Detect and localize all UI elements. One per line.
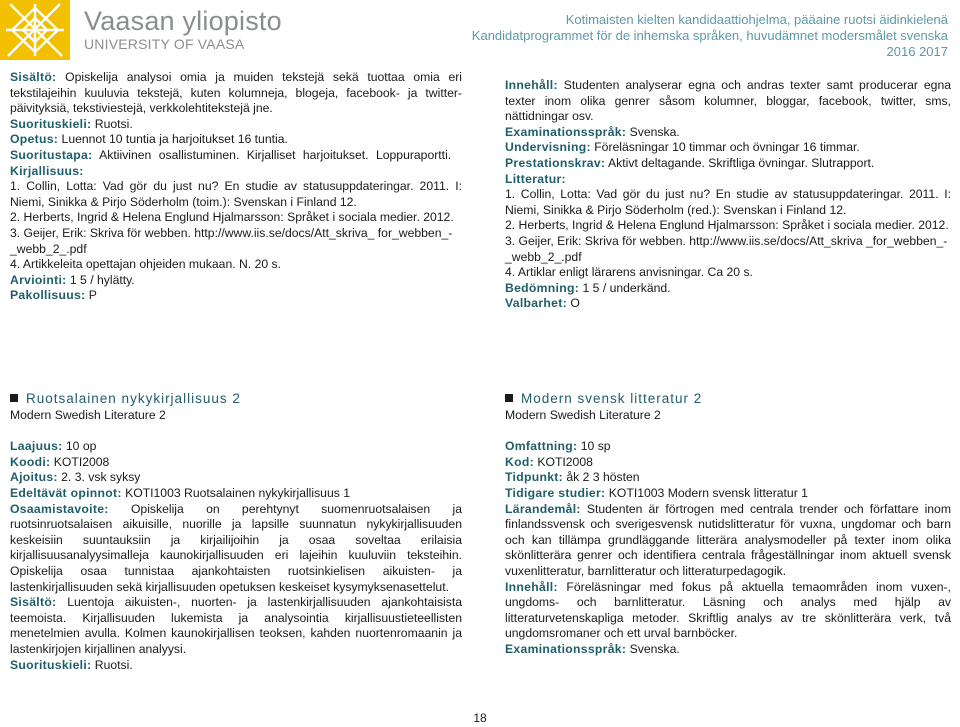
examinationssprak-label: Examinationsspråk: <box>505 641 627 656</box>
pakollisuus-text: P <box>88 288 97 303</box>
opetus-text: Luennot 10 tuntia ja harjoitukset 16 tuntia. <box>61 132 288 147</box>
kirjallisuus-label: Kirjallisuus: <box>10 163 84 178</box>
examinationssprak-text: Svenska. <box>629 641 680 656</box>
osaamistavoite-label: Osaamistavoite: <box>10 501 109 516</box>
edeltavat-line <box>10 486 462 502</box>
tidigare-text: KOTI1003 Modern svensk litteratur 1 <box>608 485 808 500</box>
omfattning-label: Omfattning: <box>505 439 578 454</box>
sisalto-paragraph <box>10 595 462 657</box>
arviointi-label: Arviointi: <box>10 272 67 287</box>
bedomning-text: 1 5 / underkänd. <box>582 280 671 295</box>
pakollisuus-label: Pakollisuus: <box>10 288 86 303</box>
larandemal-paragraph <box>505 502 951 580</box>
pakollisuus-line <box>10 288 462 304</box>
opetus-line <box>10 132 462 148</box>
edeltavat-text: KOTI1003 Ruotsalainen nykykirjallisuus 1 <box>125 485 350 500</box>
undervisning-label: Undervisning: <box>505 140 591 155</box>
prestationskrav-line <box>505 156 951 172</box>
bullet-square-icon <box>505 394 513 402</box>
prestationskrav-label: Prestationskrav: <box>505 155 606 170</box>
course-subtitle: Modern Swedish Literature 2 <box>505 408 661 422</box>
edeltavat-label: Edeltävät opinnot: <box>10 485 122 500</box>
academic-years: 2016 2017 <box>886 44 948 59</box>
valbarhet-text: O <box>570 296 580 311</box>
innehall-text: Studenten analyserar egna och andras texter samt producerar egna texter inom olika genrer såsom kolumner, bloggar, facebook, twitter, sms, nättidningar osv. <box>505 78 952 124</box>
innehall-paragraph <box>505 580 951 642</box>
examinationssprak-text: Svenska. <box>629 124 680 139</box>
larandemal-text: Studenten är förtrogen med centrala trender och författare inom finlandssvensk och sverigesvensk nutidslitteratur för vuxna, ungdomar och barn och kan tillämpa grundläggande litterära analysmodeller på texter inom olika skönlitterära genrer och identifiera centrala frågeställningar inom aktuell svensk vuxenlitteratur, barnlitteratur och litteraturpedagogik. <box>505 501 951 578</box>
suoritustapa-text: Aktiivinen osallistuminen. Kirjalliset harjoitukset. Loppuraportti. <box>99 147 452 162</box>
literature-item: 2. Herberts, Ingrid & Helena Englund Hjalmarsson: Språket i sociala medier. 2012. <box>505 218 949 233</box>
literature-item: 4. Artiklar enligt lärarens anvisningar. Ca 20 s. <box>505 265 753 280</box>
arviointi-line <box>10 273 462 289</box>
valbarhet-line <box>505 296 951 312</box>
program-header <box>472 12 948 60</box>
suorituskieli-text: Ruotsi. <box>94 116 133 131</box>
osaamistavoite-text: Opiskelija on perehtynyt suomenruotsalaisen ja ruotsinruotsalaisen aikuisille, nuorille ja lapsille suunnatun nykykirjallisuuden keskeisiin suuntauksiin ja kirjailijoihin ja osaa soveltaa erilaisia kirjallisuusanalyysimalleja kaunokirjallisuuden eri lajeihin kuuluviin teksteihin. Opiskelija osaa tunnistaa ajankohtaisten ruotsinkielisen aikuisten- ja lastenkirjallisuuden sekä kirjallisuuden opetuksen keskeiset kysymyksenasettelut. <box>10 501 462 594</box>
kod-label: Kod: <box>505 454 534 469</box>
innehall-paragraph <box>505 78 951 125</box>
literature-item: 4. Artikkeleita opettajan ohjeiden mukaan. N. 20 s. <box>10 257 281 272</box>
opetus-label: Opetus: <box>10 132 59 147</box>
omfattning-line <box>505 439 951 455</box>
examinationssprak-line <box>505 642 951 658</box>
sisalto-paragraph <box>10 70 462 117</box>
ajoitus-text: 2. 3. vsk syksy <box>61 470 141 485</box>
ajoitus-line <box>10 470 462 486</box>
sisalto-label: Sisältö: <box>10 70 57 84</box>
course-subtitle: Modern Swedish Literature 2 <box>10 408 166 422</box>
undervisning-text: Föreläsningar 10 timmar och övningar 16 timmar. <box>594 140 860 155</box>
laajuus-line <box>10 439 462 455</box>
course-modern-svensk-litteratur-2 <box>505 390 951 658</box>
bedomning-line <box>505 281 951 297</box>
course-description-fi-top <box>10 70 462 304</box>
literature-item: 1. Collin, Lotta: Vad gör du just nu? En studie av statusuppdateringar. 2011. I: Niemi, Sinikka & Pirjo Söderholm (toim.): Svenskan i Finland 12. <box>10 179 462 209</box>
course-description-sv-top <box>505 78 951 312</box>
sisalto-label: Sisältö: <box>10 595 57 610</box>
literature-item: 3. Geijer, Erik: Skriva för webben. http://www.iis.se/docs/Att_skriva _for_webben_-_webb_2_.pdf <box>505 233 948 264</box>
examinationssprak-label: Examinationsspråk: <box>505 124 627 139</box>
university-logo-icon <box>0 0 70 60</box>
tidpunkt-label: Tidpunkt: <box>505 470 563 485</box>
logo-subtitle: UNIVERSITY OF VAASA <box>84 36 245 52</box>
logo-wordmark <box>84 6 282 52</box>
kod-text: KOTI2008 <box>537 454 593 469</box>
koodi-label: Koodi: <box>10 454 51 469</box>
osaamistavoite-paragraph <box>10 502 462 596</box>
koodi-text: KOTI2008 <box>53 454 110 469</box>
bedomning-label: Bedömning: <box>505 280 580 295</box>
suorituskieli-label: Suorituskieli: <box>10 657 92 672</box>
litteratur-heading <box>505 172 951 188</box>
innehall-text: Föreläsningar med fokus på aktuella temaområden inom vuxen-, ungdoms- och barnlitteratur. Läsning och analys med hjälp av litteraturvetenskapliga metoder. Skriftlig analys av tre skönlitterära verk, två ungdomsromaner och ett urval barnböcker. <box>505 579 952 641</box>
suorituskieli-line <box>10 117 462 133</box>
program-title-sv: Kandidatprogrammet för de inhemska språken, huvudämnet modersmålet svenska <box>471 28 948 43</box>
program-title-fi: Kotimaisten kielten kandidaattiohjelma, pääaine ruotsi äidinkielenä <box>565 12 948 27</box>
tidigare-line <box>505 486 951 502</box>
literature-item: 2. Herberts, Ingrid & Helena Englund Hjalmarsson: Språket i sociala medier. 2012. <box>10 210 454 225</box>
course-title <box>10 390 462 408</box>
prestationskrav-text: Aktivt deltagande. Skriftliga övningar. Slutrapport. <box>608 155 875 170</box>
kod-line <box>505 455 951 471</box>
suorituskieli-label: Suorituskieli: <box>10 116 92 131</box>
course-title-text: Modern svensk litteratur 2 <box>521 391 703 406</box>
bullet-square-icon <box>10 394 18 402</box>
suorituskieli-text: Ruotsi. <box>94 657 133 672</box>
valbarhet-label: Valbarhet: <box>505 296 567 311</box>
omfattning-text: 10 sp <box>580 439 611 454</box>
suoritustapa-label: Suoritustapa: <box>10 147 93 162</box>
page-header <box>0 0 960 60</box>
suoritustapa-line <box>10 148 462 164</box>
course-ruotsalainen-nykykirjallisuus-2 <box>10 390 462 673</box>
innehall-label: Innehåll: <box>505 579 558 594</box>
koodi-line <box>10 455 462 471</box>
tidigare-label: Tidigare studier: <box>505 485 606 500</box>
laajuus-label: Laajuus: <box>10 439 63 454</box>
literature-item: 1. Collin, Lotta: Vad gör du just nu? En studie av statusuppdateringar. 2011. I: Niemi, Sinikka & Pirjo Söderholm (red.): Svenskan i Finland 12. <box>505 187 951 217</box>
undervisning-line <box>505 140 951 156</box>
larandemal-label: Lärandemål: <box>505 501 581 516</box>
litteratur-label: Litteratur: <box>505 171 566 186</box>
kirjallisuus-heading <box>10 164 462 180</box>
course-title-text: Ruotsalainen nykykirjallisuus 2 <box>26 391 241 406</box>
ajoitus-label: Ajoitus: <box>10 470 58 485</box>
arviointi-text: 1 5 / hylätty. <box>69 272 135 287</box>
innehall-label: Innehåll: <box>505 78 558 92</box>
examinationssprak-line <box>505 125 951 141</box>
course-title <box>505 390 951 408</box>
tidpunkt-text: åk 2 3 hösten <box>566 470 640 485</box>
sisalto-text: Luentoja aikuisten-, nuorten- ja lastenkirjallisuuden ajankohtaisista teemoista. Kirjallisuuden lukemista ja analysointia kirjallisuustieteellisten menetelmien avulla. Kolmen kaunokirjallisen teoksen, kahden nuortenromaanin ja lastenkirjojen kirjallinen analyysi. <box>10 595 463 656</box>
logo-name: Vaasan yliopisto <box>84 6 282 36</box>
tidpunkt-line <box>505 470 951 486</box>
laajuus-text: 10 op <box>65 439 97 454</box>
page-number: 18 <box>473 711 487 725</box>
suorituskieli-line <box>10 658 462 674</box>
sisalto-text: Opiskelija analysoi omia ja muiden tekstejä sekä tuottaa omia eri tekstilajeihin kuuluvia tekstejä, kuten kolumneja, blogeja, facebook- ja twitter-päivityksiä, tekstiviestejä, verkkolehtitekstejä jne. <box>10 70 462 116</box>
literature-item: 3. Geijer, Erik: Skriva för webben. http://www.iis.se/docs/Att_skriva_ for_webben_-_webb_2_.pdf <box>10 225 453 256</box>
